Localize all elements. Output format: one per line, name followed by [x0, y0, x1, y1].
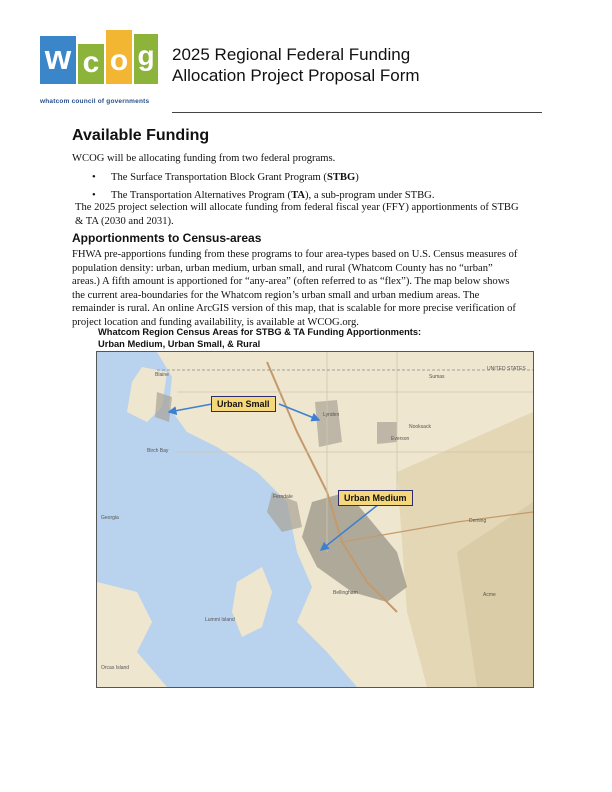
census-area-map: [96, 351, 534, 688]
logo-tile-g: g: [134, 34, 158, 84]
map-graphic: [97, 352, 533, 687]
label-orcas-island: Orcas Island: [101, 665, 130, 671]
logo-tagline: whatcom council of governments: [40, 98, 150, 105]
logo-tiles: [40, 30, 158, 85]
program-list: [92, 169, 434, 205]
title-line-1: 2025 Regional Federal Funding: [172, 45, 411, 64]
stbg-acronym: STBG: [326, 172, 356, 183]
list-item: • The Transportation Alternatives Program (TA), a sub-program under STBG.: [92, 187, 434, 205]
label-united-states: UNITED STATES: [487, 366, 526, 372]
apportionments-text: FHWA pre-apportions funding from these programs to four area-types based on U.S. Census measures of population density: urban, urban medium, urban small, and rural (Whatcom County has no “urban” areas.) A fifth amount is apportioned for “any-area” (often referred to as “flex”). The map below shows the current area-boundaries for the Whatcom region’s urban small and urban medium areas. The remainder is rural. An online ArcGIS version of this map, that is scalable for more precise verification of project location and funding availability, is available at WCOG.org.: [72, 249, 518, 328]
label-acme: Acme: [483, 592, 496, 598]
logo-tile-w: w: [40, 36, 76, 84]
logo-tile-c: c: [78, 44, 104, 84]
urban-medium-callout: Urban Medium: [338, 490, 413, 506]
map-caption: Whatcom Region Census Areas for STBG & TA Funding Apportionments: Urban Medium, Urban Small, & Rural: [98, 327, 422, 349]
list-item: • The Surface Transportation Block Grant Program (STBG): [92, 169, 434, 187]
apportionments-heading: Apportionments to Census-areas: [72, 231, 262, 245]
header-divider: [172, 112, 542, 113]
project-selection-text: The 2025 project selection will allocate funding from federal fiscal year (FFY) apportionments of STBG & TA (2030 and 2031).: [75, 202, 519, 227]
document-title: [172, 44, 420, 86]
wcog-logo: [40, 30, 162, 112]
label-lummi-island: Lummi Island: [205, 617, 235, 623]
available-funding-heading: Available Funding: [72, 127, 210, 144]
label-birch-bay: Birch Bay: [147, 448, 169, 454]
title-line-2: Allocation Project Proposal Form: [172, 66, 420, 85]
label-lynden: Lynden: [323, 412, 340, 418]
label-blaine: Blaine: [155, 372, 169, 378]
label-sumas: Sumas: [429, 374, 445, 380]
intro-text: WCOG will be allocating funding from two federal programs.: [72, 153, 336, 164]
label-ferndale: Ferndale: [273, 494, 293, 500]
urban-small-callout: Urban Small: [211, 396, 276, 412]
label-georgia: Georgia: [101, 515, 119, 521]
label-deming: Deming: [469, 518, 487, 524]
label-nooksack: Nooksack: [409, 424, 431, 430]
label-bellingham: Bellingham: [333, 590, 358, 596]
logo-tile-o: o: [106, 30, 132, 84]
label-everson: Everson: [391, 436, 410, 442]
ta-acronym: TA: [291, 190, 306, 201]
